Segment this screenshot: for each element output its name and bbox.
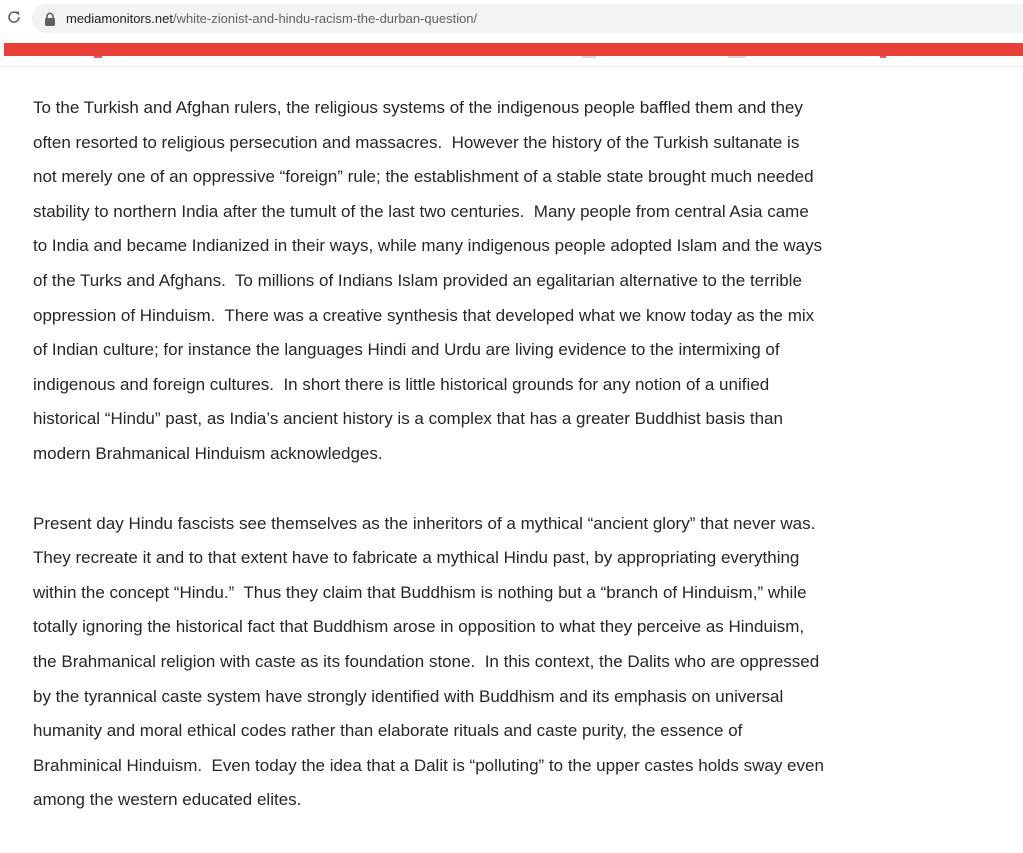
nav-underline <box>94 56 102 58</box>
nav-underline <box>880 56 886 58</box>
text-line: of Indian culture; for instance the languages Hindi and Urdu are living evidence to the intermixing of <box>33 340 780 360</box>
text-line: to India and became Indianized in their ways, while many indigenous people adopted Islam and the ways <box>33 236 823 256</box>
text-line: by the tyrannical caste system have strongly identified with Buddhism and its emphasis on universal <box>33 686 784 706</box>
text-line: indigenous and foreign cultures. In short there is little historical grounds for any notion of a unified <box>33 374 770 394</box>
text-line: totally ignoring the historical fact that Buddhism arose in opposition to what they perceive as Hinduism, <box>33 617 805 637</box>
browser-toolbar <box>0 0 1023 38</box>
text-line: modern Brahmanical Hinduism acknowledges. <box>33 443 383 463</box>
text-line: Present day Hindu fascists see themselves as the inheritors of a mythical “ancient glory” that never was. <box>33 513 816 533</box>
paragraph <box>33 91 993 472</box>
lock-icon[interactable] <box>44 12 56 26</box>
paragraph <box>33 507 993 818</box>
nav-underline <box>728 56 746 58</box>
text-line: not merely one of an oppressive “foreign” rule; the establishment of a stable state brought much needed <box>33 167 814 187</box>
reload-icon[interactable] <box>6 9 22 25</box>
text-line: often resorted to religious persecution and massacres. However the history of the Turkish sultanate is <box>33 132 800 152</box>
text-line: within the concept “Hindu.” Thus they claim that Buddhism is nothing but a “branch of Hinduism,” while <box>33 582 807 602</box>
text-line: historical “Hindu” past, as India’s ancient history is a complex that has a greater Buddhist basis than <box>33 409 783 429</box>
text-line: among the western educated elites. <box>33 790 302 810</box>
url-path: /white-zionist-and-hindu-racism-the-durban-question/ <box>172 11 478 26</box>
url-host: mediamonitors.net <box>66 11 173 26</box>
text-line: Brahminical Hinduism. Even today the idea that a Dalit is “polluting” to the upper castes holds sway even <box>33 755 824 775</box>
text-line: oppression of Hinduism. There was a creative synthesis that developed what we know today as the mix <box>33 305 815 325</box>
text-line: They recreate it and to that extent have to fabricate a mythical Hindu past, by appropriating everything <box>33 548 800 568</box>
text-line: of the Turks and Afghans. To millions of Indians Islam provided an egalitarian alternative to the terrible <box>33 270 802 290</box>
text-line: the Brahmanical religion with caste as its foundation stone. In this context, the Dalits who are oppressed <box>33 651 820 671</box>
article-body <box>33 91 993 853</box>
text-line: stability to northern India after the tumult of the last two centuries. Many people from central Asia came <box>33 201 809 221</box>
text-line: To the Turkish and Afghan rulers, the religious systems of the indigenous people baffled them and they <box>33 98 803 117</box>
url-text[interactable] <box>66 11 477 27</box>
site-nav-remnants <box>0 56 1023 67</box>
text-line: humanity and moral ethical codes rather than elaborate rituals and caste purity, the essence of <box>33 721 743 741</box>
address-bar[interactable] <box>32 4 1023 33</box>
site-header-bar <box>4 43 1023 56</box>
nav-underline <box>582 56 596 58</box>
